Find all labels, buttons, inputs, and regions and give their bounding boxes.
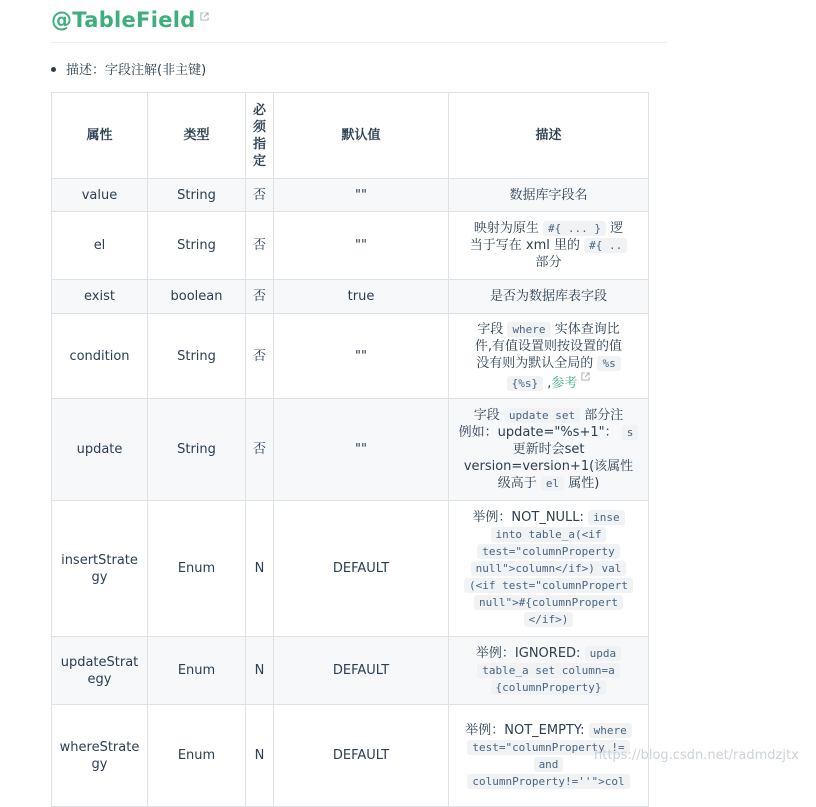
description-bullet: [51, 59, 206, 78]
cell-required: 否: [246, 399, 274, 501]
cell-required: 否: [246, 314, 274, 399]
cell-default: "": [274, 399, 449, 501]
cell-attr: insertStrategy: [52, 501, 148, 637]
cell-desc: 数据库字段名: [449, 179, 649, 212]
cell-default: "": [274, 212, 449, 280]
table-header-row: [52, 93, 649, 179]
cell-desc: 字段 where 实体查询比 件,有值设置则按设置的值 没有则为默认全局的 %s {%s} ,参考: [449, 314, 649, 399]
table-row: [52, 179, 649, 212]
header-required: 必 须 指 定: [246, 93, 274, 179]
cell-type: Enum: [148, 501, 246, 637]
bullet-text: 描述：字段注解(非主键): [66, 63, 207, 78]
title-divider: [51, 42, 667, 43]
table-row: [52, 637, 649, 705]
cell-required: N: [246, 705, 274, 807]
cell-desc: 是否为数据库表字段: [449, 280, 649, 314]
cell-default: "": [274, 179, 449, 212]
cell-type: String: [148, 399, 246, 501]
cell-required: N: [246, 501, 274, 637]
external-link-icon[interactable]: [581, 372, 590, 381]
cell-attr: update: [52, 399, 148, 501]
watermark-text: https://blog.csdn.net/radmdzjtx: [594, 748, 799, 763]
cell-required: 否: [246, 280, 274, 314]
title-text: @TableField: [51, 8, 196, 32]
header-desc: 描述: [449, 93, 649, 179]
cell-type: String: [148, 314, 246, 399]
header-type: 类型: [148, 93, 246, 179]
cell-desc: 映射为原生 #{ ... } 逻 当于写在 xml 里的 #{ .. 部分: [449, 212, 649, 280]
page-title: [51, 8, 209, 32]
cell-default: DEFAULT: [274, 705, 449, 807]
header-default: 默认值: [274, 93, 449, 179]
header-attr: 属性: [52, 93, 148, 179]
reference-link[interactable]: 参考: [551, 375, 578, 391]
cell-attr: whereStrategy: [52, 705, 148, 807]
cell-desc: 字段 update set 部分注 例如：update="%s+1"： s 更新时会set version=version+1(该属性 级高于 el 属性): [449, 399, 649, 501]
cell-type: Enum: [148, 637, 246, 705]
table-row: [52, 399, 649, 501]
cell-attr: condition: [52, 314, 148, 399]
cell-desc: 举例：NOT_NULL: inse into table_a(<if test="columnProperty null">column</if>) val (<if test="columnPropert null">#{columnPropert </if>): [449, 501, 649, 637]
fields-table: [51, 92, 649, 807]
cell-required: 否: [246, 179, 274, 212]
cell-default: DEFAULT: [274, 501, 449, 637]
table-row: [52, 501, 649, 637]
cell-desc: 举例：NOT_EMPTY: where test="columnProperty != and columnProperty!=''">col: [449, 705, 649, 807]
external-link-icon[interactable]: [200, 12, 209, 21]
table-row: [52, 212, 649, 280]
cell-attr: exist: [52, 280, 148, 314]
cell-default: "": [274, 314, 449, 399]
cell-default: DEFAULT: [274, 637, 449, 705]
cell-desc: 举例：IGNORED: upda table_a set column=a {columnProperty}: [449, 637, 649, 705]
cell-required: N: [246, 637, 274, 705]
cell-type: String: [148, 179, 246, 212]
cell-required: 否: [246, 212, 274, 280]
cell-attr: value: [52, 179, 148, 212]
bullet-dot-icon: [51, 67, 56, 72]
cell-type: String: [148, 212, 246, 280]
cell-type: Enum: [148, 705, 246, 807]
table-row: [52, 280, 649, 314]
cell-attr: el: [52, 212, 148, 280]
cell-default: true: [274, 280, 449, 314]
table-row: [52, 705, 649, 807]
cell-attr: updateStrategy: [52, 637, 148, 705]
table-row: [52, 314, 649, 399]
cell-type: boolean: [148, 280, 246, 314]
